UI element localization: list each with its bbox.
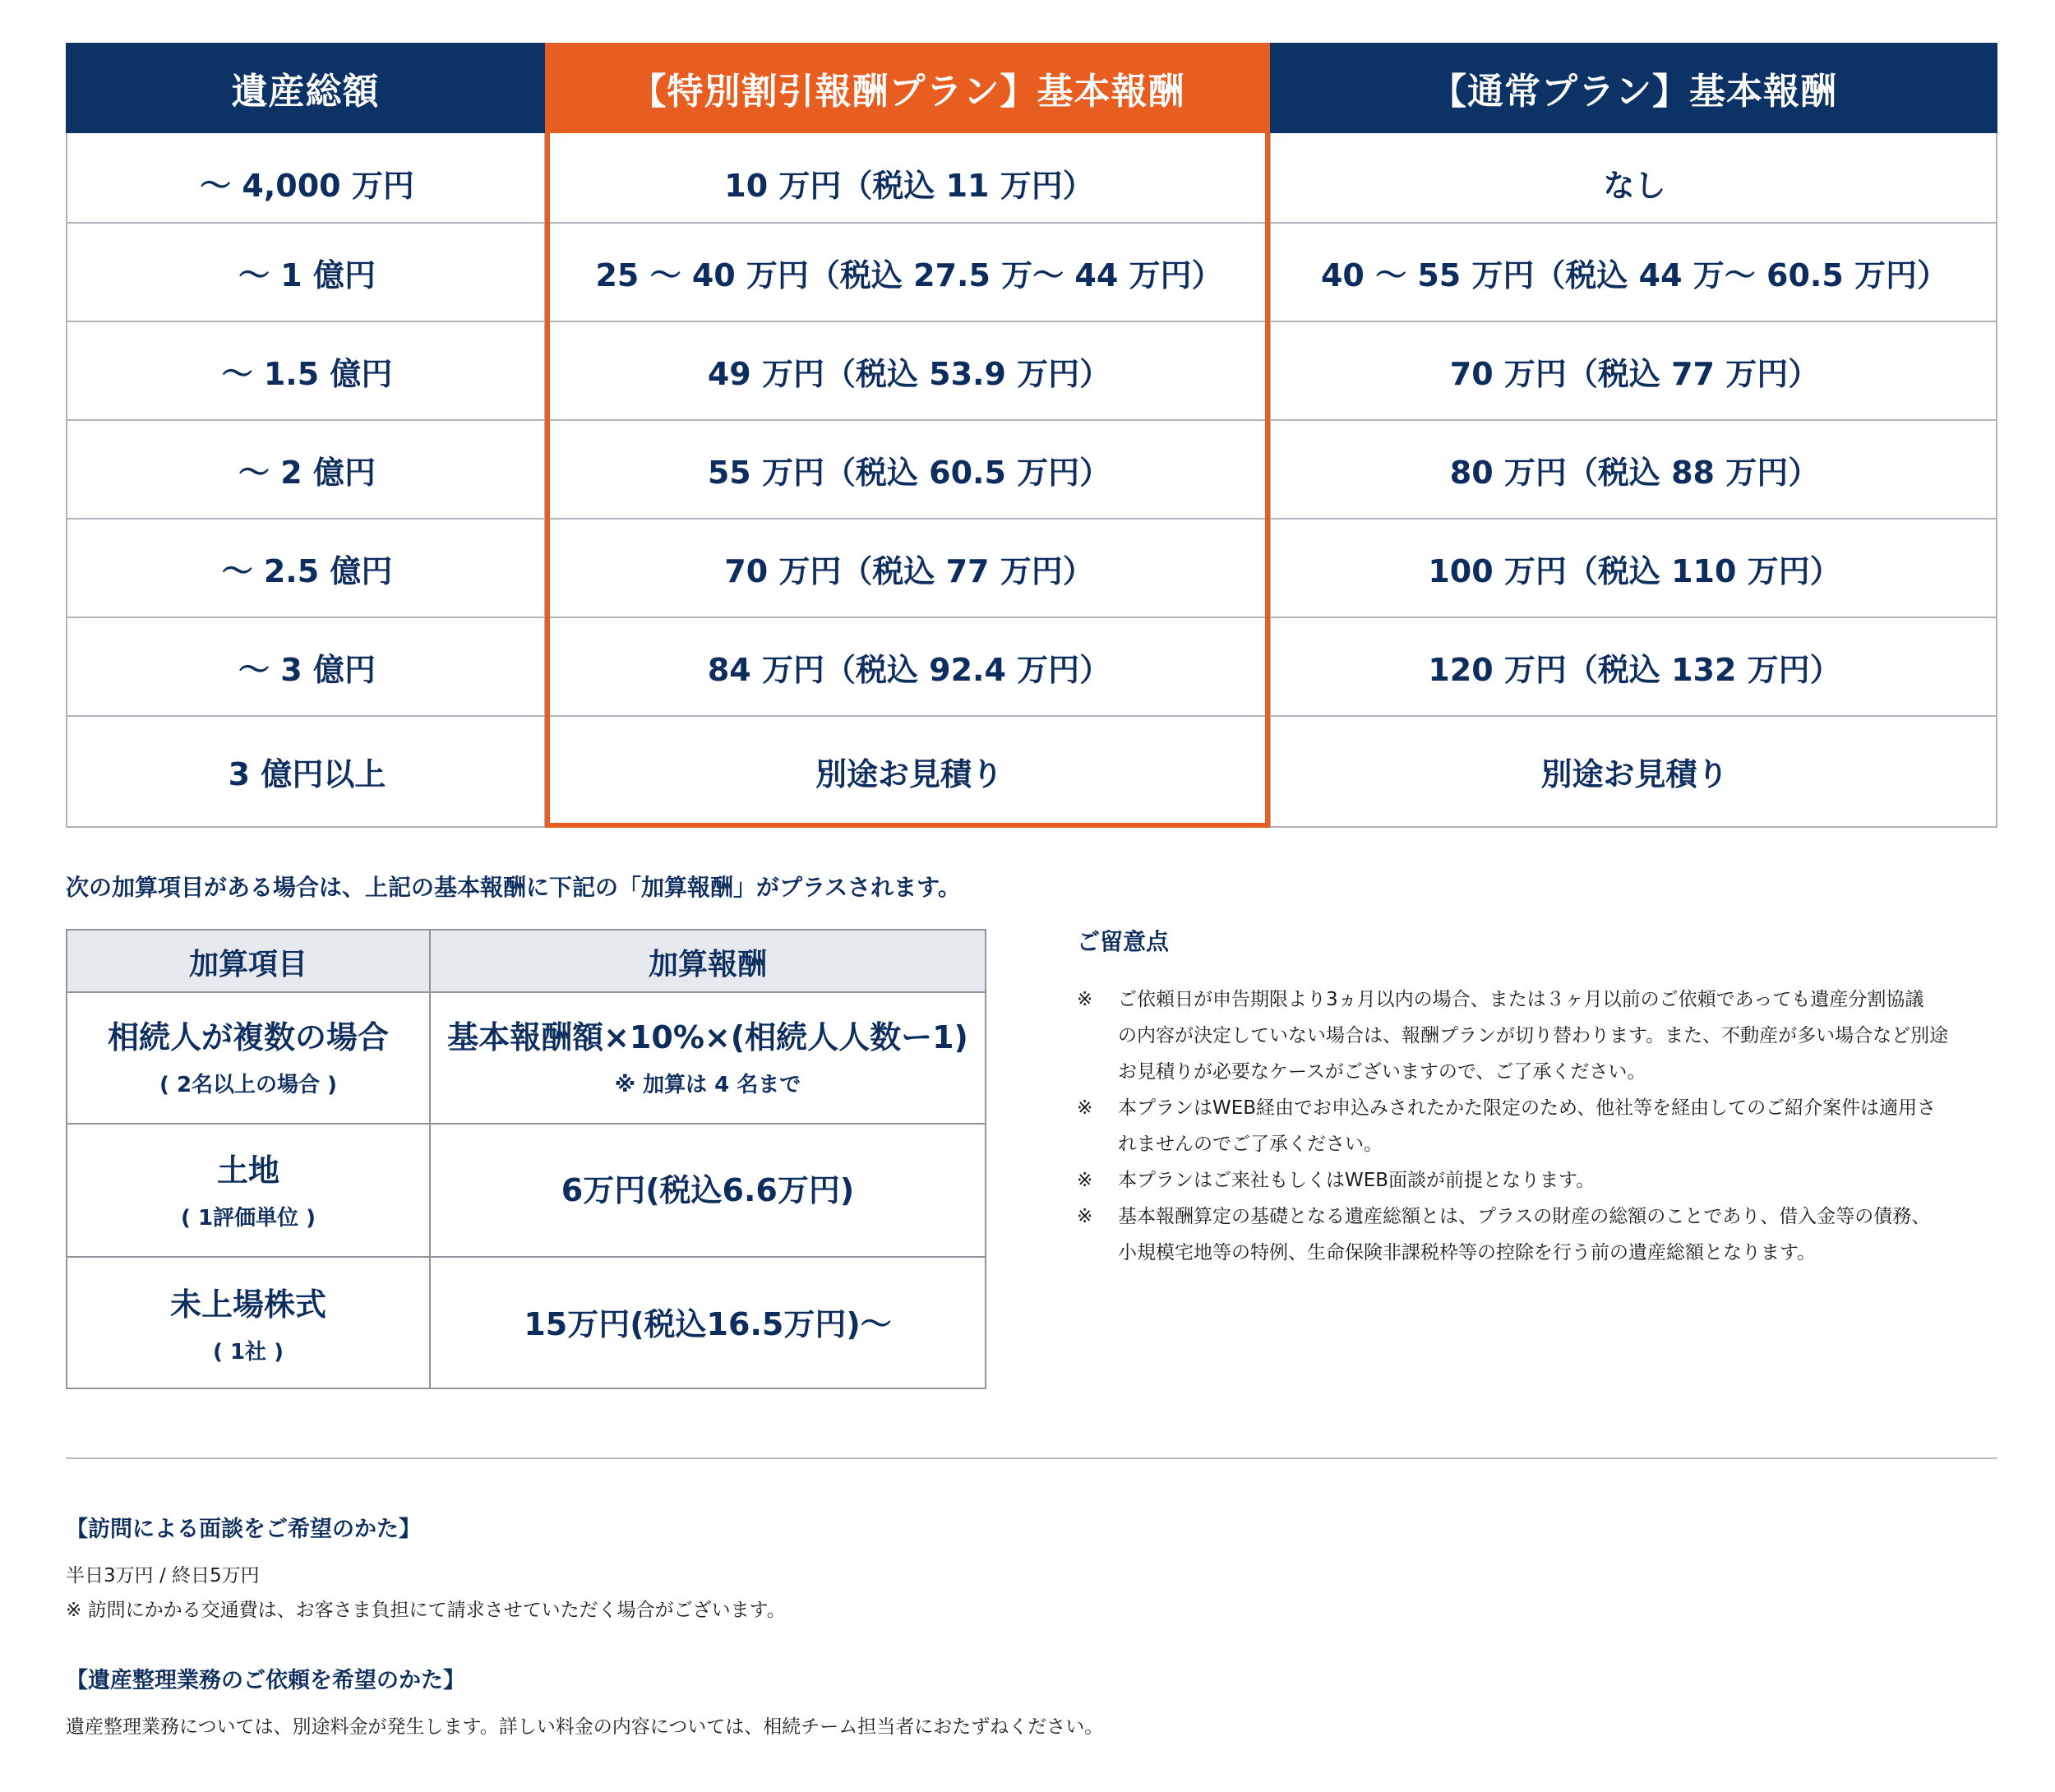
estate-cell: ～ 4,000 万円 [200, 167, 414, 204]
normal-fee-cell: 70 万円（税込 77 万円） [1449, 355, 1820, 392]
special-fee-cell: 25 ～ 40 万円（税込 27.5 万～ 44 万円） [595, 256, 1223, 293]
note-line: 本プランはご来社もしくはWEB面談が前提となります。 [1118, 1170, 1596, 1191]
fee-table-header [66, 43, 1997, 133]
estate-work-details [66, 1710, 1956, 1744]
normal-fee-cell: なし [1603, 167, 1666, 204]
header-special-plan: 【特別割引報酬プラン】基本報酬 [545, 43, 1270, 133]
note-line: の内容が決定していない場合は、報酬プランが切り替わります。また、不動産が多い場合など別途 [1118, 1025, 1949, 1046]
estate-cell: ～ 1 億円 [238, 256, 376, 293]
special-fee-cell: 55 万円（税込 60.5 万円） [707, 454, 1111, 491]
visit-travel-note: ※ 訪問にかかる交通費は、お客さま負担にて請求させていただく場合がございます。 [66, 1600, 786, 1621]
table-row [67, 133, 1996, 232]
estate-work-heading: 【遺産整理業務のご依頼を希望のかた】 [66, 1668, 465, 1693]
normal-fee-cell: 120 万円（税込 132 万円） [1428, 651, 1841, 688]
note-mark: ※ [1077, 1206, 1093, 1227]
estate-cell: ～ 2.5 億円 [221, 552, 393, 589]
note-line: 基本報酬算定の基礎となる遺産総額とは、プラスの財産の総額のことであり、借入金等の債務、 [1118, 1206, 1931, 1227]
additional-item-cell [67, 1259, 429, 1391]
table-row [67, 1259, 985, 1391]
note-item [1077, 1162, 1997, 1199]
normal-fee-cell: 80 万円（税込 88 万円） [1449, 454, 1820, 491]
header-additional-fee: 加算報酬 [648, 947, 767, 981]
note-mark: ※ [1077, 1170, 1093, 1191]
estate-cell: ～ 1.5 億円 [221, 355, 393, 392]
additional-fee-cell [431, 1126, 985, 1256]
additional-fee-value: 6万円(税込6.6万円) [561, 1172, 855, 1209]
additional-item-note: ( 1評価単位 ) [181, 1206, 316, 1231]
additional-fee-cell [431, 993, 985, 1123]
note-mark: ※ [1077, 1097, 1093, 1119]
column-divider [544, 133, 546, 828]
fee-table-body [66, 133, 1997, 828]
column-divider [1269, 133, 1271, 828]
table-row [67, 321, 1996, 419]
fee-table [66, 43, 1997, 828]
note-line: 本プランはWEB経由でお申込みされたかた限定のため、他社等を経由してのご紹介案件は適用さ [1118, 1097, 1937, 1119]
note-line: ご依頼日が申告期限より3ヵ月以内の場合、または３ヶ月以前のご依頼であっても遺産分割協議 [1118, 989, 1924, 1010]
header-additional-item: 加算項目 [188, 947, 307, 981]
table-row [67, 1126, 985, 1258]
special-fee-cell: 10 万円（税込 11 万円） [724, 167, 1094, 204]
additional-item-cell [67, 993, 429, 1123]
estate-work-section [66, 1662, 1956, 1694]
special-fee-cell: 84 万円（税込 92.4 万円） [707, 651, 1111, 688]
visit-price: 半日3万円 / 終日5万円 [66, 1565, 260, 1586]
visit-details [66, 1559, 1956, 1628]
additional-item-cell [67, 1126, 429, 1256]
additional-item-name: 土地 [216, 1152, 279, 1189]
table-row [67, 715, 1996, 826]
table-row [67, 419, 1996, 518]
special-fee-cell: 別途お見積り [815, 756, 1003, 792]
special-fee-cell: 49 万円（税込 53.9 万円） [707, 355, 1111, 392]
table-row [67, 222, 1996, 321]
note-line: お見積りが必要なケースがございますので、ご了承ください。 [1118, 1061, 1646, 1083]
table-row [67, 617, 1996, 715]
additional-item-note: ( 2名以上の場合 ) [159, 1073, 337, 1098]
estate-cell: ～ 3 億円 [238, 651, 376, 688]
header-estate-total: 遺産総額 [231, 71, 380, 113]
additional-fee-note: ※ 加算は 4 名まで [614, 1073, 801, 1098]
visit-section [66, 1511, 1956, 1543]
estate-cell: 3 億円以上 [228, 756, 386, 792]
note-line: れませんのでご了承ください。 [1118, 1134, 1383, 1155]
note-item [1077, 981, 1997, 1090]
note-item [1077, 1199, 1997, 1271]
note-item [1077, 1090, 1997, 1162]
note-line: 小規模宅地等の特例、生命保険非課税枠等の控除を行う前の遺産総額となります。 [1118, 1242, 1817, 1263]
normal-fee-cell: 別途お見積り [1540, 756, 1729, 792]
section-divider [66, 1457, 1997, 1459]
additional-fee-table [66, 929, 986, 1389]
estate-cell: ～ 2 億円 [238, 454, 376, 491]
normal-fee-cell: 40 ～ 55 万円（税込 44 万～ 60.5 万円） [1320, 256, 1948, 293]
special-fee-cell: 70 万円（税込 77 万円） [724, 552, 1094, 589]
notes-section [1077, 924, 1997, 1271]
additional-item-name: 未上場株式 [169, 1286, 326, 1323]
additional-item-name: 相続人が複数の場合 [107, 1018, 389, 1055]
additional-fee-cell [431, 1259, 985, 1391]
normal-fee-cell: 100 万円（税込 110 万円） [1428, 552, 1841, 589]
visit-heading: 【訪問による面談をご希望のかた】 [66, 1517, 421, 1542]
additional-fee-header [67, 931, 985, 993]
estate-work-text: 遺産整理業務については、別途料金が発生します。詳しい料金の内容については、相続チーム担当者におたずねください。 [66, 1716, 1104, 1738]
additional-fee-intro: 次の加算項目がある場合は、上記の基本報酬に下記の「加算報酬」がプラスされます。 [66, 874, 961, 901]
additional-fee-value: 15万円(税込16.5万円)～ [524, 1306, 892, 1343]
additional-fee-value: 基本報酬額×10%×(相続人人数ー1) [447, 1018, 968, 1055]
additional-item-note: ( 1社 ) [213, 1340, 284, 1365]
table-row [67, 993, 985, 1125]
header-normal-plan: 【通常プラン】基本報酬 [1430, 71, 1837, 113]
note-mark: ※ [1077, 989, 1093, 1010]
table-row [67, 518, 1996, 617]
notes-title: ご留意点 [1077, 928, 1170, 955]
